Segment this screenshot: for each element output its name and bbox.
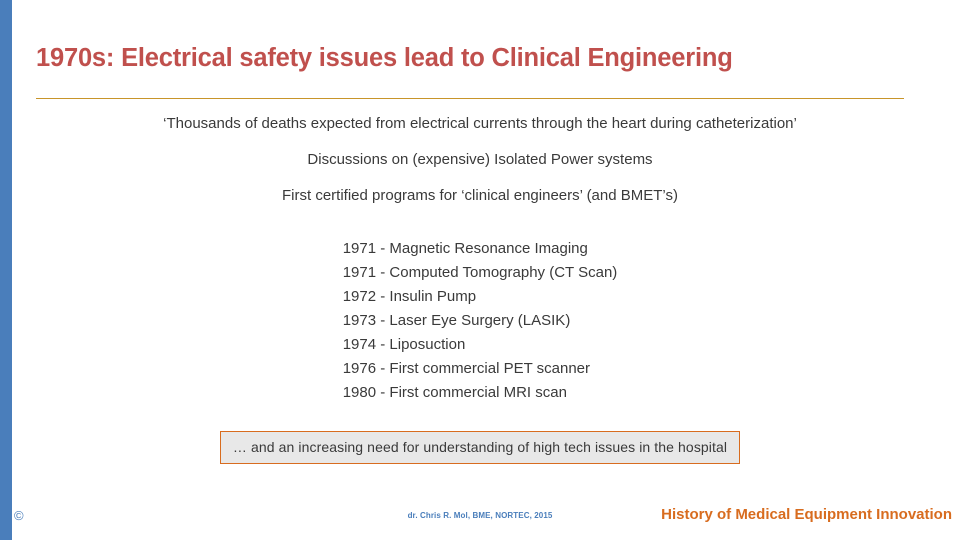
slide-footer [0, 496, 960, 540]
author-credit: dr. Chris R. Mol, BME, NORTEC, 2015 [407, 511, 553, 520]
list-item: 1973 - Laser Eye Surgery (LASIK) [342, 312, 571, 329]
callout-box: … and an increasing need for understanding of high tech issues in the hospital [220, 431, 740, 464]
title-divider [36, 98, 904, 99]
copyright-symbol: © [14, 508, 24, 523]
body-line-2: Discussions on (expensive) Isolated Power systems [307, 151, 653, 168]
list-item: 1980 - First commercial MRI scan [342, 384, 567, 401]
page-title: 1970s: Electrical safety issues lead to Clinical Engineering [36, 44, 733, 72]
slide-body [0, 110, 960, 464]
list-item: 1972 - Insulin Pump [342, 288, 477, 305]
list-item: 1974 - Liposuction [342, 336, 466, 353]
timeline-list [0, 237, 960, 405]
list-item: 1976 - First commercial PET scanner [342, 360, 591, 377]
list-item: 1971 - Magnetic Resonance Imaging [342, 240, 588, 257]
body-line-1: ‘Thousands of deaths expected from electrical currents through the heart during catheterization’ [163, 115, 797, 132]
deck-title: History of Medical Equipment Innovation [661, 506, 952, 523]
callout-container [0, 431, 960, 464]
body-line-3: First certified programs for ‘clinical engineers’ (and BMET’s) [282, 187, 678, 204]
list-item: 1971 - Computed Tomography (CT Scan) [342, 264, 618, 281]
